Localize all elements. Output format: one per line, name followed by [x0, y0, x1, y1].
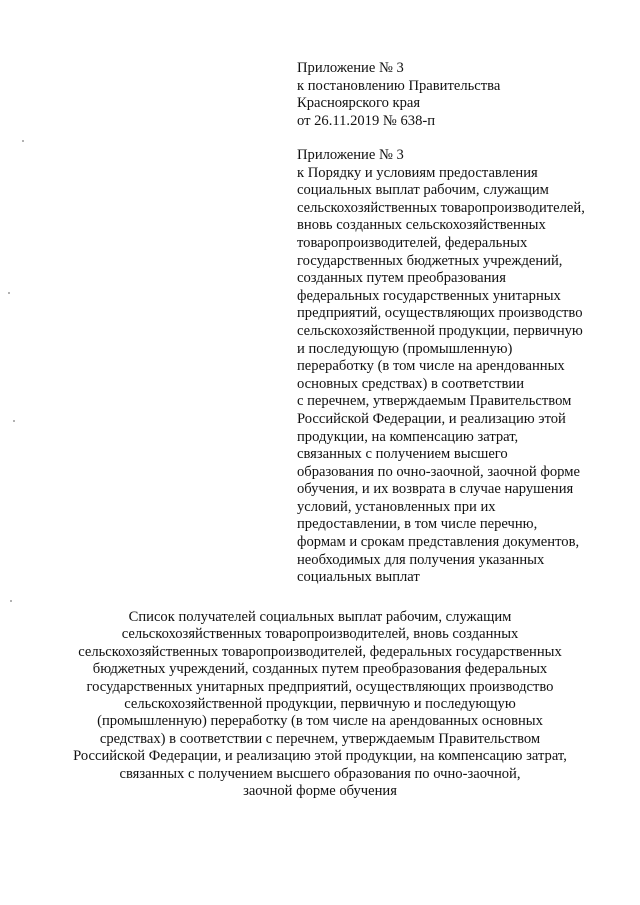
- appendix-reference-line: необходимых для получения указанных: [297, 551, 545, 568]
- document-title-line: (промышленную) переработку (в том числе на арендованных основных: [97, 713, 543, 730]
- document-title-line: бюджетных учреждений, созданных путем преобразования федеральных: [92, 661, 548, 678]
- scan-speck: [10, 600, 12, 602]
- appendix-reference-line: связанных с получением высшего: [297, 446, 508, 463]
- appendix-reference-line: условий, установленных при их: [297, 498, 496, 515]
- appendix-header-line: к постановлению Правительства: [297, 77, 501, 94]
- appendix-reference-line: Приложение № 3: [297, 147, 404, 163]
- appendix-reference-line: сельскохозяйственных товаропроизводителей,: [297, 199, 585, 216]
- appendix-reference-line: и последующую (промышленную): [297, 340, 513, 357]
- document-title-line: государственных унитарных предприятий, осуществляющих производство: [86, 678, 554, 695]
- appendix-reference-line: федеральных государственных унитарных: [297, 287, 561, 304]
- document-title-line: связанных с получением высшего образования по очно-заочной,: [119, 765, 521, 782]
- appendix-reference-line: предоставлении, в том числе перечню,: [297, 516, 538, 533]
- document-title-line: Список получателей социальных выплат рабочим, служащим: [128, 609, 512, 625]
- document-title-line: сельскохозяйственных товаропроизводителей, федеральных государственных: [78, 643, 562, 660]
- appendix-reference-line: вновь созданных сельскохозяйственных: [297, 217, 546, 234]
- document-title: [40, 609, 600, 800]
- appendix-reference-line: образования по очно-заочной, заочной форме: [297, 463, 580, 480]
- document-title-line: заочной форме обучения: [243, 783, 397, 800]
- appendix-reference-line: с перечнем, утверждаемым Правительством: [297, 393, 572, 410]
- document-title-line: Российской Федерации, и реализацию этой продукции, на компенсацию затрат,: [73, 748, 567, 765]
- appendix-reference-line: формам и срокам представления документов,: [297, 534, 580, 551]
- appendix-header-line: от 26.11.2019 № 638-п: [297, 112, 436, 129]
- document-title-line: сельскохозяйственной продукции, первичную и последующую: [124, 696, 516, 713]
- appendix-reference: [297, 147, 597, 587]
- appendix-header-line: Приложение № 3: [297, 60, 404, 76]
- appendix-reference-line: к Порядку и условиям предоставления: [297, 164, 538, 181]
- scan-speck: [8, 292, 10, 294]
- appendix-reference-line: товаропроизводителей, федеральных: [297, 234, 528, 251]
- appendix-reference-line: сельскохозяйственной продукции, первичную: [297, 322, 583, 339]
- appendix-reference-line: переработку (в том числе на арендованных: [297, 358, 565, 375]
- document-title-line: сельскохозяйственных товаропроизводителей, вновь созданных: [121, 626, 519, 643]
- document-title-line: средствах) в соответствии с перечнем, утверждаемым Правительством: [99, 730, 541, 747]
- scan-speck: [22, 140, 24, 142]
- appendix-reference-line: социальных выплат рабочим, служащим: [297, 182, 549, 199]
- appendix-reference-line: предприятий, осуществляющих производство: [297, 305, 583, 322]
- appendix-header: [297, 60, 597, 130]
- appendix-reference-line: государственных бюджетных учреждений,: [297, 252, 563, 269]
- appendix-reference-line: созданных путем преобразования: [297, 270, 506, 287]
- appendix-reference-line: продукции, на компенсацию затрат,: [297, 428, 519, 445]
- appendix-reference-line: Российской Федерации, и реализацию этой: [297, 410, 566, 427]
- appendix-reference-line: обучения, и их возврата в случае нарушения: [297, 481, 574, 498]
- appendix-reference-line: основных средствах) в соответствии: [297, 375, 525, 392]
- appendix-reference-line: социальных выплат: [297, 569, 420, 586]
- scan-speck: [13, 420, 15, 422]
- appendix-header-line: Красноярского края: [297, 95, 421, 112]
